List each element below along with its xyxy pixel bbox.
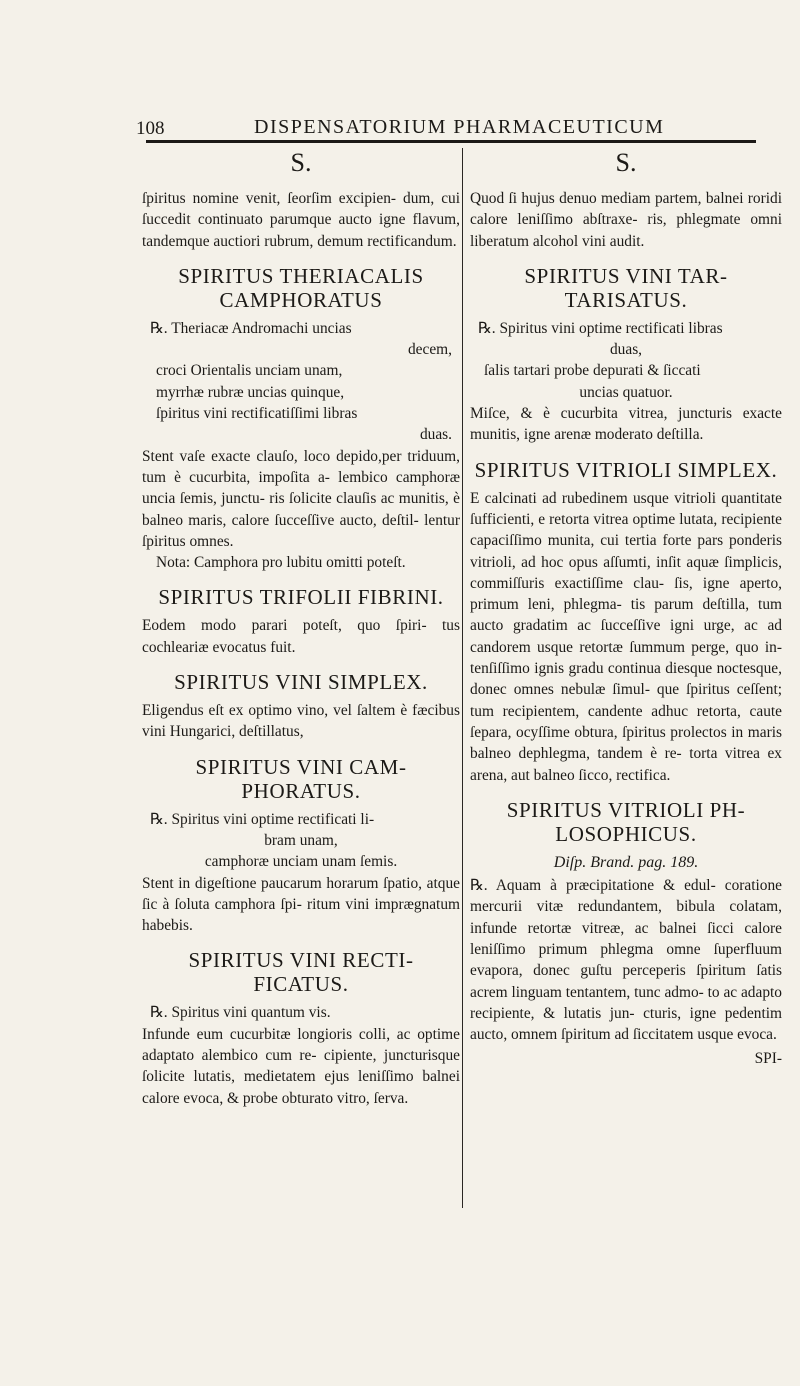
ingredient-line: duas, [609,341,643,359]
left-column [142,148,460,1109]
intro-paragraph: Quod ſi hujus denuo mediam partem, balnei roridi calore leniſſimo abſtraxe- ris, phlegmate omni liberatum alcohol vini audit. [470,190,782,250]
ingredient-line: ſpiritus vini rectificatiſſimi libras [156,405,358,423]
recipe-heading: SPIRITUS VITRIOLI SIMPLEX. [474,457,778,482]
ingredient-line: ℞. Spiritus vini optime rectificati li- [150,810,375,828]
section-letter: S. [290,148,312,177]
ingredient-line: ℞. Theriacæ Andromachi uncias [150,319,352,337]
instruction-paragraph: Stent vaſe exacte clauſo, loco depido,per triduum, tum è cucurbita, impoſita a- lembico camphoræ uncia ſemis, junctu- ris ſolicite clauſis ac munitis, è balneo maris, calore ſucceſſive aucto, deſtil- lentur ſpiritus omnes. [142,447,460,550]
section-letter: S. [615,148,637,177]
right-column [470,148,782,1069]
instruction-paragraph: ℞. Aquam à præcipitatione & edul- coratione mercurii vitæ redundantem, bibula colatam, infunde retortæ vitreæ, ac balnei ſicci calore leniſſimo primum phlegma omne ſuperfluum evapora, donec guſtu perceperis ſpiritum ſatis acrem linguam tentantem, tunc admo- to ac adapto recipiente, & lutatis jun- cturis, igne pedentim aucto, omnem ſpiritum ad ſiccitatem usque evoca. [470,877,782,1044]
ingredient-line: ſalis tartari probe depurati & ſiccati [484,362,701,380]
recipe-heading: SPIRITUS VINI RECTI- FICATUS. [188,948,414,997]
ingredient-line: duas. [419,426,452,444]
instruction-paragraph: Eligendus eſt ex optimo vino, vel ſaltem è fæcibus vini Hungarici, deſtillatus, [142,702,460,741]
instruction-paragraph: Stent in digeſtione paucarum horarum ſpatio, atque ſic à ſoluta camphora ſpi- ritum vini imprægnatum habebis. [142,874,460,935]
note-paragraph: Nota: Camphora pro lubitu omitti poteſt. [156,554,406,572]
ingredient-line: decem, [407,341,452,359]
recipe-heading: SPIRITUS VINI CAM- PHORATUS. [195,754,407,803]
ingredient-line: croci Orientalis unciam unam, [156,362,343,380]
recipe-heading: SPIRITUS VITRIOLI PH- LOSOPHICUS. [506,797,746,846]
instruction-paragraph: Infunde eum cucurbitæ longioris colli, ac optime adaptato alembico cum re- cipiente, juncturisque ſolicite lutatis, medietatem ejus leniſſimo balnei calore evoca, & probe obturato vitro, ſerva. [142,1025,460,1107]
ingredient-line: uncias quatuor. [579,383,673,401]
ingredient-line: bram unam, [264,831,338,849]
recipe-heading: SPIRITUS THERIACALIS CAMPHORATUS [178,263,424,312]
catchword: SPI- [754,1049,782,1067]
ingredient-line: ℞. Spiritus vini quantum vis. [150,1004,331,1022]
ingredient-line: ℞. Spiritus vini optime rectificati libras [478,319,723,337]
running-title: DISPENSATORIUM PHARMACEUTICUM [254,116,665,138]
reference-line: Diſp. Brand. pag. 189. [553,853,699,871]
header-rule [146,140,756,143]
column-divider [462,148,463,1208]
instruction-paragraph: Eodem modo parari poteſt, quo ſpiri- tus cochleariæ evocatus fuit. [142,617,460,656]
recipe-heading: SPIRITUS TRIFOLII FIBRINI. [158,585,444,610]
instruction-paragraph: Miſce, & è cucurbita vitrea, juncturis exacte munitis, igne arenæ moderato deſtilla. [470,405,782,444]
recipe-heading: SPIRITUS VINI TAR- TARISATUS. [524,263,728,312]
recipe-heading: SPIRITUS VINI SIMPLEX. [174,670,428,695]
instruction-paragraph: E calcinati ad rubedinem usque vitrioli quantitate ſufficienti, e retorta vitrea optime lutata, recipiente capaciſſimo munita, cui tertia forte pars ponderis vitrioli, ad hoc opus aſſumti, inſit aquæ ſimplicis, commiſſuris exactiſſime clau- ſis, igne aperto, primum leni, phlegma- tis parum deſtilla, tum aucto gradatim ac ſucceſſive igni urge, ac ad candorem usque retortæ ſummum perge, quo in- tenſiſſimo ignis gradu continua diesque noctesque, donec omnes nebulæ ſimul- que ſpiritus ceſſent; tum recipientem, candente adhuc retorta, caute ſepara, ocyſſime obtura, ſpiritus prolectos in maris balneo dephlegma, tandem è re- torta vitrea ex arena, aut balneo ſicco, rectifica. [470,489,782,784]
page-number: 108 [136,118,165,139]
ingredient-line: camphoræ unciam unam ſemis. [204,853,398,871]
ingredient-line: myrrhæ rubræ uncias quinque, [156,383,345,401]
intro-paragraph: ſpiritus nomine venit, ſeorſim excipien- dum, cui ſuccedit continuato parumque aucto igne flavum, tandemque auctiori rubrum, demum rectificandum. [142,190,460,250]
